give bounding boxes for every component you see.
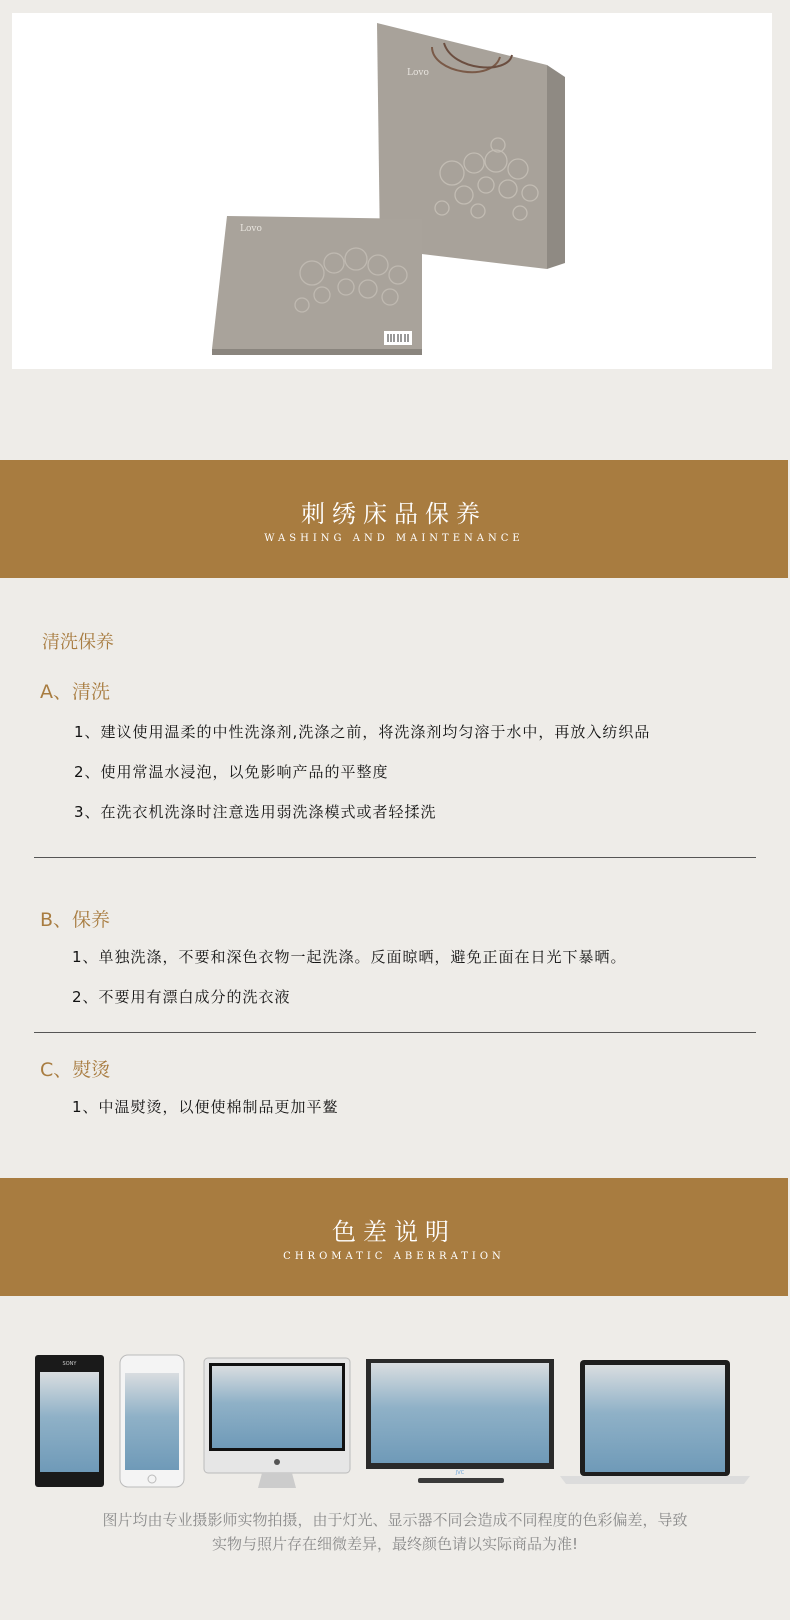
divider: [34, 857, 756, 858]
section-a-title: A、清洗: [40, 681, 110, 703]
white-phone-icon: [120, 1355, 184, 1487]
product-image: [12, 13, 772, 369]
section-a-item: 3、在洗衣机洗涤时注意选用弱洗涤模式或者轻揉洗: [74, 803, 437, 821]
tv-icon: [366, 1359, 554, 1483]
care-banner-subtitle: WASHING AND MAINTENANCE: [264, 533, 524, 544]
phone-brand-text: SONY: [62, 1361, 77, 1367]
section-c-item: 1、中温熨烫，以便使棉制品更加平鳌: [72, 1098, 339, 1116]
section-a-item: 1、建议使用温柔的中性洗涤剂,洗涤之前，将洗涤剂均匀溶于水中，再放入纺织品: [74, 723, 651, 741]
care-banner: [0, 460, 788, 578]
color-banner-subtitle: CHROMATIC ABERRATION: [283, 1251, 505, 1262]
color-banner: [0, 1178, 788, 1296]
section-b-item: 1、单独洗涤，不要和深色衣物一起洗涤。反面晾晒，避免正面在日光下暴晒。: [72, 948, 627, 966]
section-a-item: 2、使用常温水浸泡，以免影响产品的平整度: [74, 763, 389, 781]
imac-icon: [204, 1358, 350, 1488]
gift-box-illustration: [212, 216, 422, 355]
divider: [34, 1032, 756, 1033]
care-heading: 清洗保养: [42, 632, 114, 653]
box-brand-text: Lovo: [240, 224, 262, 234]
tv-brand-text: JVC: [455, 1470, 465, 1476]
color-note-line-2: 实物与照片存在细微差异，最终颜色请以实际商品为准!: [211, 1535, 579, 1553]
bag-brand-text: Lovo: [407, 68, 429, 78]
device-illustrations: [0, 1350, 790, 1495]
sony-phone-icon: [35, 1355, 104, 1487]
section-b-item: 2、不要用有漂白成分的洗衣液: [72, 988, 291, 1006]
care-banner-title: 刺绣床品保养: [301, 500, 487, 528]
laptop-icon: [560, 1360, 750, 1484]
section-b-title: B、保养: [40, 909, 111, 931]
color-note-line-1: 图片均由专业摄影师实物拍摄，由于灯光、显示器不同会造成不同程度的色彩偏差，导致: [102, 1511, 688, 1529]
color-banner-title: 色差说明: [332, 1218, 456, 1246]
color-note: [40, 1508, 750, 1556]
section-c-title: C、熨烫: [40, 1059, 111, 1081]
